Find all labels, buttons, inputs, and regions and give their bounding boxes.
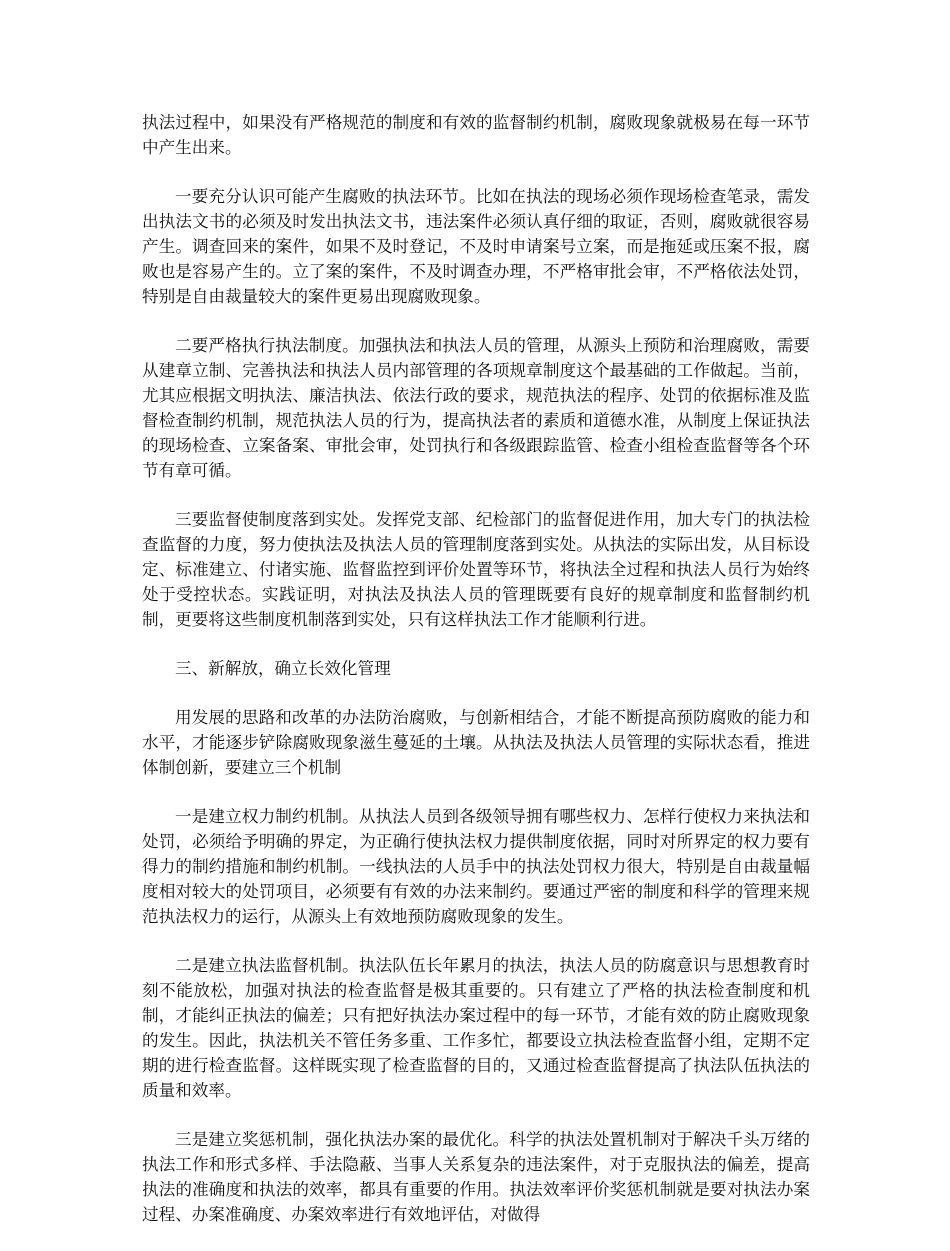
paragraph-intro: 执法过程中，如果没有严格规范的制度和有效的监督制约机制，腐败现象就极易在每一环节中产生出来。: [142, 113, 810, 157]
section-heading: 三、新解放，确立长效化管理: [175, 659, 391, 678]
document-page: [142, 110, 810, 1251]
paragraph-4: 用发展的思路和改革的办法防治腐败，与创新相结合，才能不断提高预防腐败的能力和水平，才能逐步铲除腐败现象滋生蔓延的土壤。从执法及执法人员管理的实际状态看，推进体制创新，要建立三个机制: [142, 708, 810, 777]
paragraph-5: 一是建立权力制约机制。从执法人员到各级领导拥有哪些权力、怎样行使权力来执法和处罚，必须给予明确的界定，为正确行使执法权力提供制度依据，同时对所界定的权力要有得力的制约措施和制约机制。一线执法的人员手中的执法处罚权力很大，特别是自由裁量幅度相对较大的处罚项目，必须要有有效的办法来制约。要通过严密的制度和科学的管理来规范执法权力的运行，从源头上有效地预防腐败现象的发生。: [142, 807, 810, 926]
paragraph-3: 三要监督使制度落到实处。发挥党支部、纪检部门的监督促进作用，加大专门的执法检查监督的力度，努力使执法及执法人员的管理制度落到实处。从执法的实际出发，从目标设定、标准建立、付诸实施、监督监控到评价处置等环节，将执法全过程和执法人员行为始终处于受控状态。实践证明，对执法及执法人员的管理既要有良好的规章制度和监督制约机制，更要将这些制度机制落到实处，只有这样执法工作才能顺利行进。: [142, 510, 810, 629]
paragraph-1: 一要充分认识可能产生腐败的执法环节。比如在执法的现场必须作现场检查笔录，需发出执法文书的必须及时发出执法文书，违法案件必须认真仔细的取证，否则，腐败就很容易产生。调查回来的案件，如果不及时登记，不及时申请案号立案，而是拖延或压案不报，腐败也是容易产生的。立了案的案件，不及时调查办理，不严格审批会审，不严格依法处罚，特别是自由裁量较大的案件更易出现腐败现象。: [142, 187, 810, 306]
paragraph-6: 二是建立执法监督机制。执法队伍长年累月的执法，执法人员的防腐意识与思想教育时刻不能放松，加强对执法的检查监督是极其重要的。只有建立了严格的执法检查制度和机制，才能纠正执法的偏差；只有把好执法办案过程中的每一环节，才能有效的防止腐败现象的发生。因此，执法机关不管任务多重、工作多忙，都要设立执法检查监督小组，定期不定期的进行检查监督。这样既实现了检查监督的目的，又通过检查监督提高了执法队伍执法的质量和效率。: [142, 956, 810, 1100]
paragraph-2: 二要严格执行执法制度。加强执法和执法人员的管理，从源头上预防和治理腐败，需要从建章立制、完善执法和执法人员内部管理的各项规章制度这个最基础的工作做起。当前，尤其应根据文明执法、廉洁执法、依法行政的要求，规范执法的程序、处罚的依据标准及监督检查制约机制，规范执法人员的行为，提高执法者的素质和道德水准，从制度上保证执法的现场检查、立案备案、审批会审，处罚执行和各级跟踪监管、检查小组检查监督等各个环节有章可循。: [142, 336, 810, 480]
paragraph-7: 三是建立奖惩机制，强化执法办案的最优化。科学的执法处置机制对于解决千头万绪的执法工作和形式多样、手法隐蔽、当事人关系复杂的违法案件，对于克服执法的偏差，提高执法的准确度和执法的效率，都具有重要的作用。执法效率评价奖惩机制就是要对执法办案过程、办案准确度、办案效率进行有效地评估，对做得: [142, 1130, 810, 1224]
